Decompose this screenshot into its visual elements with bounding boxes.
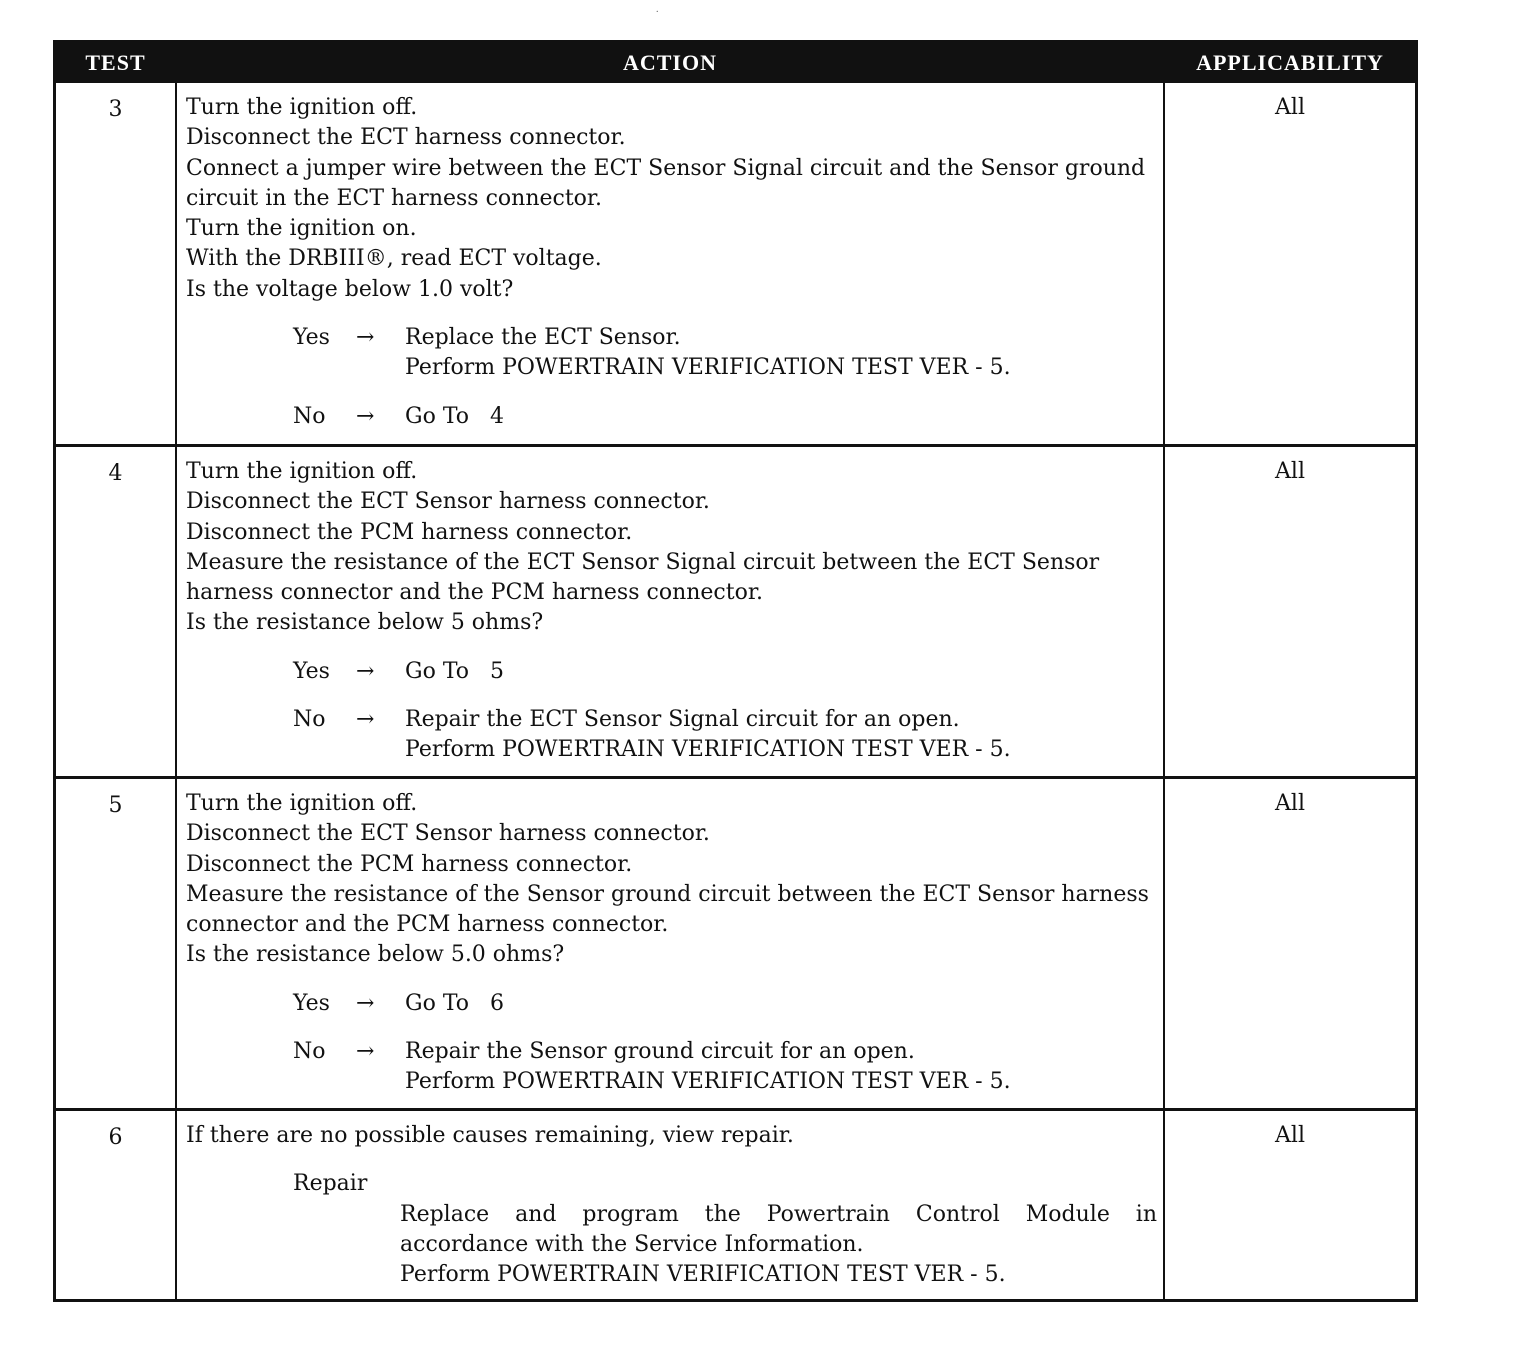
yes-answer: [186, 657, 1157, 687]
yes-label: Yes: [293, 658, 330, 684]
table-row: [56, 1108, 1415, 1299]
table-row: [56, 444, 1415, 776]
header-applicability: APPLICABILITY: [1196, 50, 1384, 75]
no-result-line: Repair the Sensor ground circuit for an open.: [405, 1039, 915, 1065]
action-step: Disconnect the PCM harness connector.: [186, 851, 633, 877]
action-step: With the DRBIII®, read ECT voltage.: [186, 246, 602, 272]
applicability-value: All: [1275, 1123, 1305, 1148]
table-row: [56, 776, 1415, 1108]
table-row: [56, 83, 1415, 444]
test-number: 6: [108, 1125, 123, 1150]
no-label: No: [293, 707, 326, 733]
applicability-value: All: [1275, 95, 1305, 120]
action-step: Measure the resistance of the Sensor ground circuit between the ECT Sensor harness connector and the PCM harness connector.: [186, 881, 1149, 938]
action-cell: [175, 1111, 1165, 1299]
test-number: 3: [108, 97, 123, 122]
arrow-icon: →: [356, 325, 375, 351]
action-cell: [175, 447, 1165, 776]
repair-perform: Perform POWERTRAIN VERIFICATION TEST VER - 5.: [400, 1262, 1006, 1288]
action-step: Connect a jumper wire between the ECT Sensor Signal circuit and the Sensor ground circuit in the ECT harness connector.: [186, 155, 1146, 211]
yes-result-line: Replace the ECT Sensor.: [405, 325, 681, 351]
no-answer: [186, 402, 1157, 432]
action-step: Disconnect the ECT Sensor harness connector.: [186, 489, 710, 515]
page-mark: .: [656, 4, 659, 15]
no-label: No: [293, 1039, 326, 1065]
arrow-icon: →: [356, 990, 375, 1016]
action-step: If there are no possible causes remaining, view repair.: [186, 1123, 794, 1148]
yes-result-line: Go To 5: [405, 658, 504, 684]
action-step: Turn the ignition off.: [186, 459, 418, 484]
action-step: Disconnect the ECT harness connector.: [186, 125, 626, 151]
action-step: Turn the ignition on.: [186, 216, 417, 242]
yes-answer: [186, 323, 1157, 384]
header-test: TEST: [85, 50, 146, 75]
no-result-line: Go To 4: [405, 403, 504, 429]
no-label: No: [293, 403, 326, 429]
no-answer: [186, 1037, 1157, 1098]
yes-label: Yes: [293, 990, 330, 1016]
repair-text: Replace and program the Powertrain Control Module in accordance with the Service Information.: [400, 1201, 1157, 1257]
no-result-line: Perform POWERTRAIN VERIFICATION TEST VER - 5.: [405, 737, 1011, 763]
arrow-icon: →: [356, 1039, 375, 1065]
no-result-line: Repair the ECT Sensor Signal circuit for an open.: [405, 707, 960, 733]
action-cell: [175, 83, 1165, 444]
action-step: Is the resistance below 5 ohms?: [186, 610, 544, 636]
yes-answer: [186, 989, 1157, 1019]
arrow-icon: →: [356, 658, 375, 684]
arrow-icon: →: [356, 403, 375, 429]
diagnostic-table: [53, 40, 1418, 1302]
arrow-icon: →: [356, 707, 375, 733]
repair-label: Repair: [293, 1171, 368, 1197]
yes-result-line: Perform POWERTRAIN VERIFICATION TEST VER - 5.: [405, 355, 1011, 381]
yes-result-line: Go To 6: [405, 990, 504, 1016]
yes-label: Yes: [293, 325, 330, 351]
action-step: Is the resistance below 5.0 ohms?: [186, 942, 565, 968]
action-step: Turn the ignition off.: [186, 95, 418, 120]
applicability-value: All: [1275, 791, 1305, 816]
action-step: Measure the resistance of the ECT Sensor Signal circuit between the ECT Sensor harness connector and the PCM harness connector.: [186, 549, 1100, 606]
action-step: Disconnect the PCM harness connector.: [186, 519, 633, 545]
action-step: Is the voltage below 1.0 volt?: [186, 276, 514, 302]
action-step: Disconnect the ECT Sensor harness connector.: [186, 821, 710, 847]
action-cell: [175, 779, 1165, 1108]
action-step: Turn the ignition off.: [186, 791, 418, 816]
table-header: [56, 43, 1415, 83]
no-answer: [186, 705, 1157, 766]
header-action: ACTION: [622, 50, 717, 75]
test-number: 5: [108, 793, 123, 818]
no-result-line: Perform POWERTRAIN VERIFICATION TEST VER - 5.: [405, 1069, 1011, 1095]
test-number: 4: [108, 461, 123, 486]
applicability-value: All: [1275, 459, 1305, 484]
